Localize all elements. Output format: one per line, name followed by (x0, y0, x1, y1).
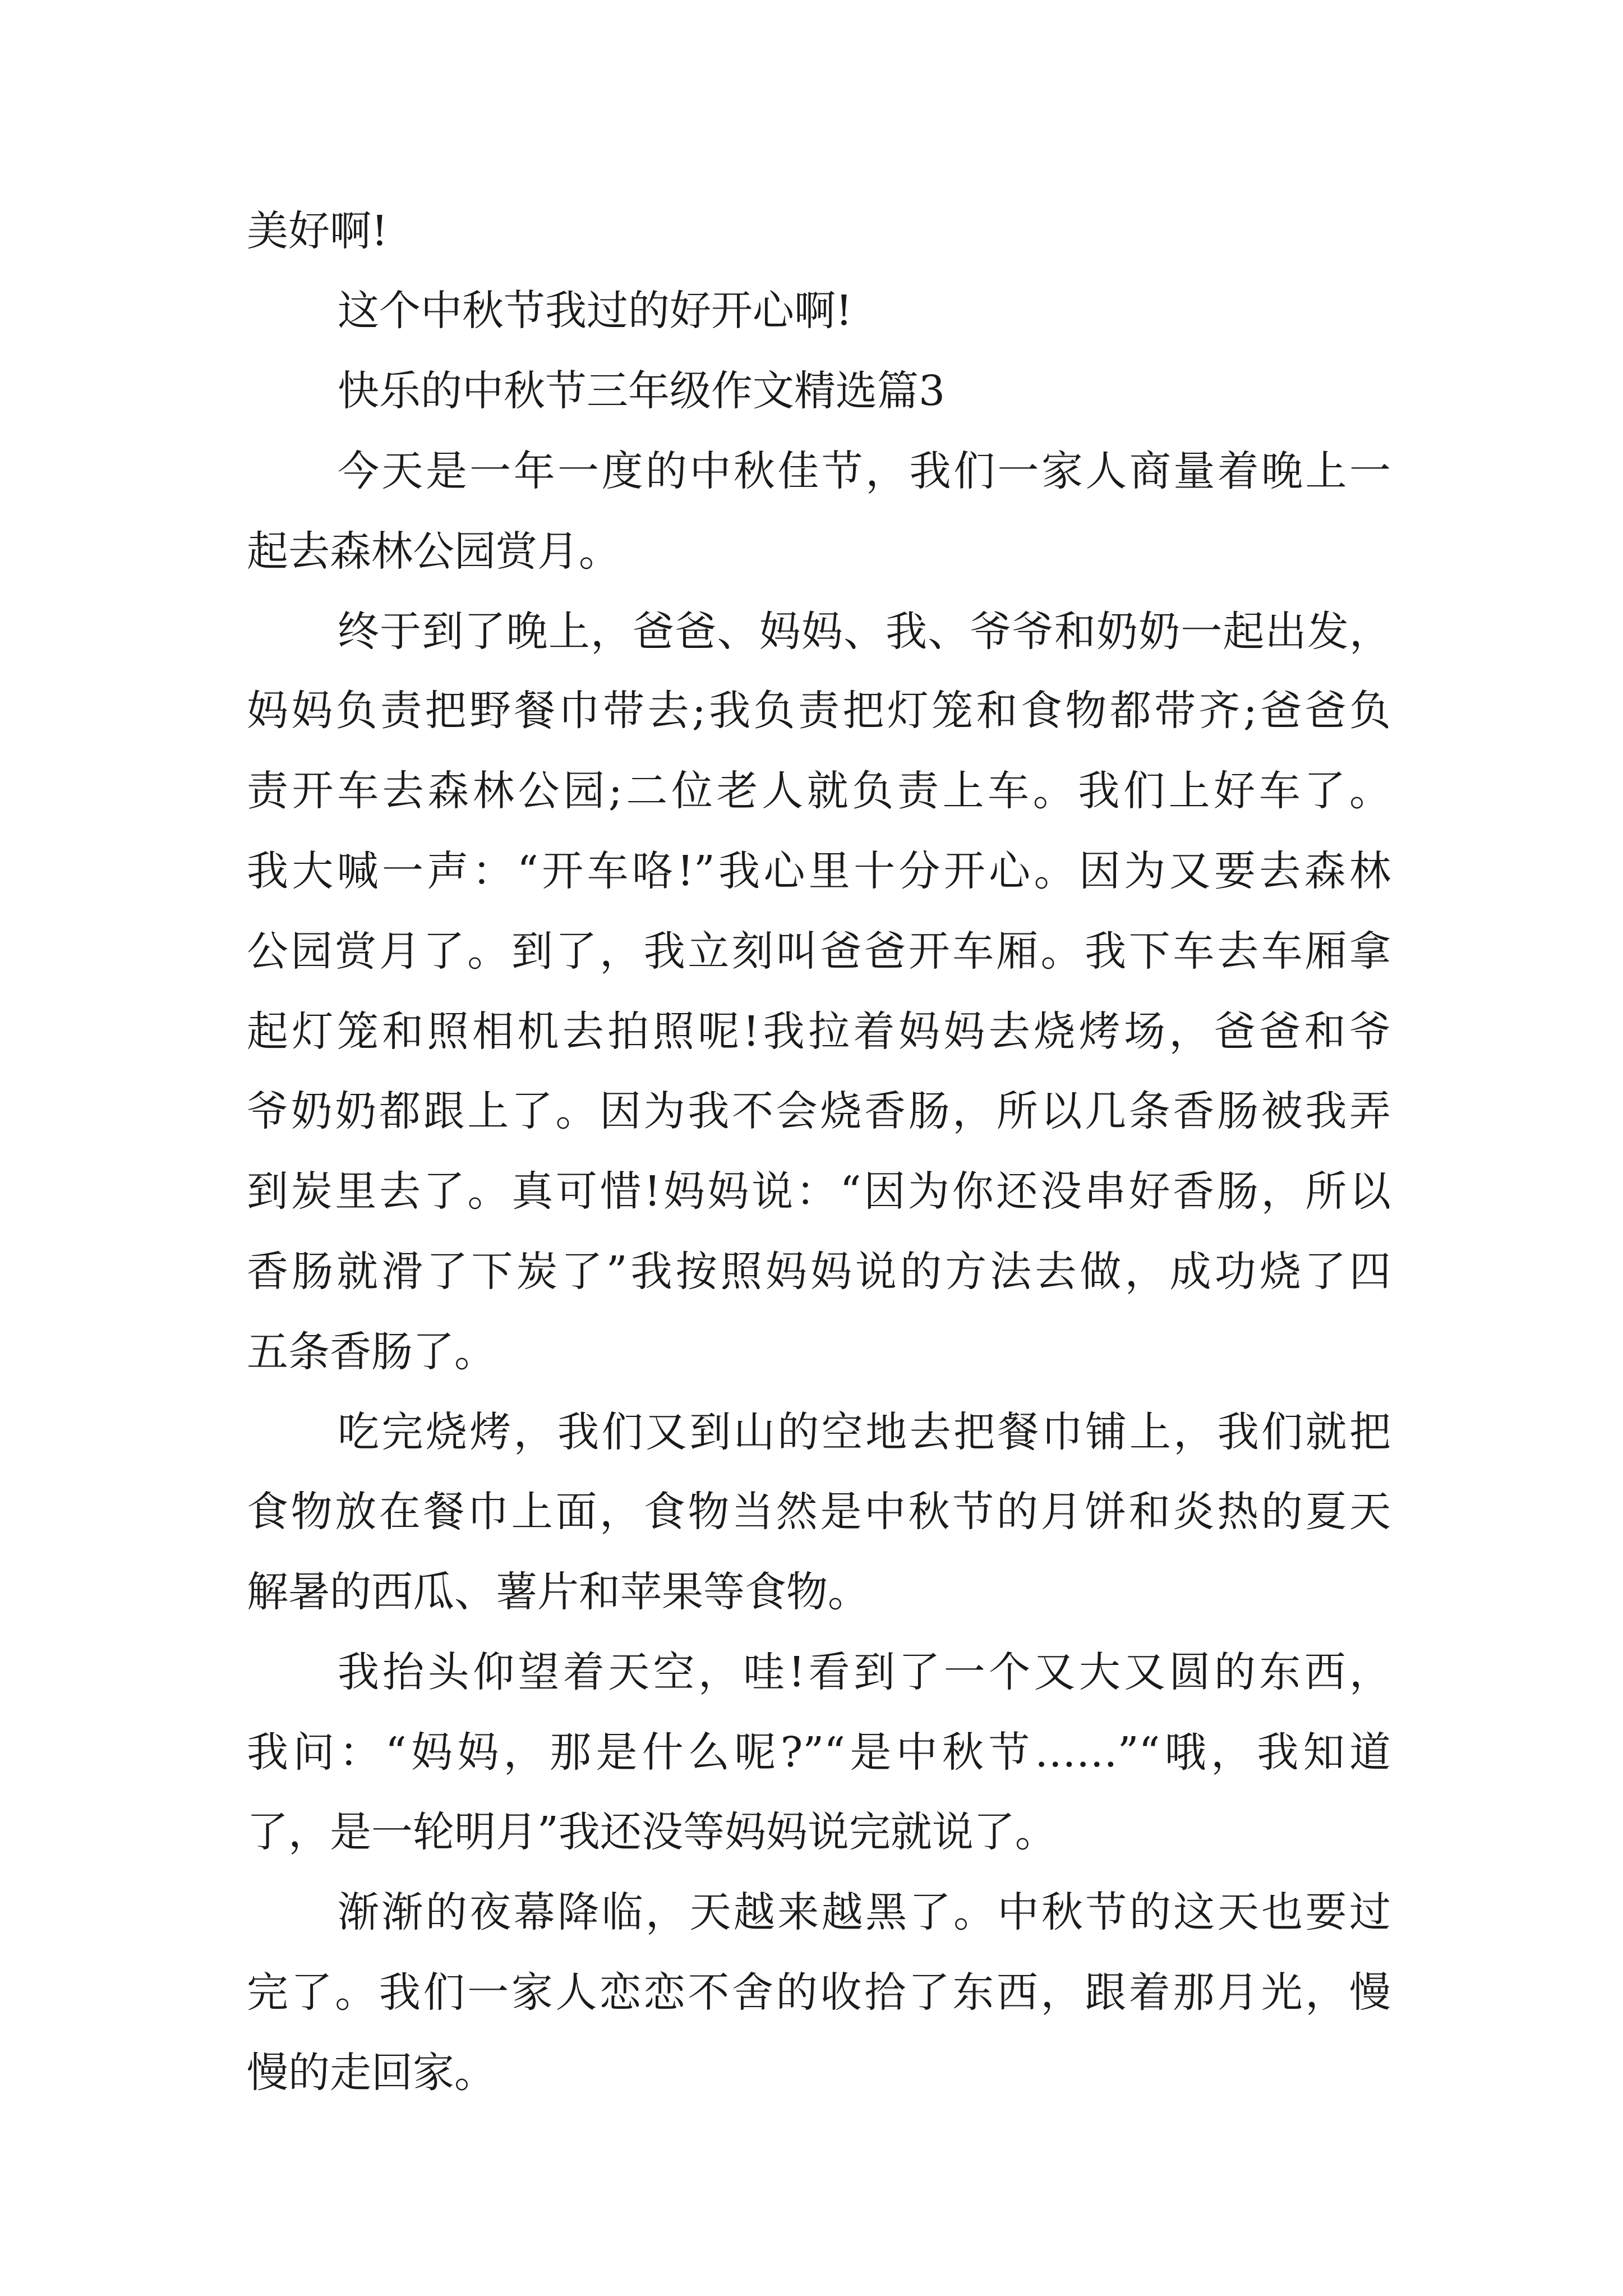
text-line: 今天是一年一度的中秋佳节，我们一家人商量着晚上一 (338, 447, 1391, 495)
text-line: 起去森林公园赏月。 (247, 527, 620, 576)
text-line: 公园赏月了。到了，我立刻叫爸爸开车厢。我下车去车厢拿 (247, 927, 1391, 976)
text-line: 慢的走回家。 (247, 2049, 496, 2097)
text-line: 到炭里去了。真可惜!妈妈说：“因为你还没串好香肠，所以 (247, 1167, 1391, 1216)
text-line: 吃完烧烤，我们又到山的空地去把餐巾铺上，我们就把 (338, 1408, 1391, 1456)
text-line: 这个中秋节我过的好开心啊! (338, 287, 852, 335)
text-line: 妈妈负责把野餐巾带去;我负责把灯笼和食物都带齐;爸爸负 (247, 687, 1391, 735)
text-line: 美好啊! (247, 207, 388, 255)
text-line: 五条香肠了。 (247, 1328, 496, 1376)
text-line: 完了。我们一家人恋恋不舍的收拾了东西，跟着那月光，慢 (247, 1968, 1391, 2017)
text-line: 责开车去森林公园;二位老人就负责上车。我们上好车了。 (247, 767, 1391, 815)
section-heading: 快乐的中秋节三年级作文精选篇3 (338, 367, 946, 415)
text-line: 食物放在餐巾上面，食物当然是中秋节的月饼和炎热的夏天 (247, 1488, 1391, 1536)
text-line: 我问：“妈妈，那是什么呢?”“是中秋节……”“哦，我知道 (247, 1728, 1391, 1777)
text-line: 香肠就滑了下炭了”我按照妈妈说的方法去做，成功烧了四 (247, 1248, 1391, 1296)
text-line: 我抬头仰望着天空，哇!看到了一个又大又圆的东西， (338, 1648, 1391, 1696)
text-line: 爷奶奶都跟上了。因为我不会烧香肠，所以几条香肠被我弄 (247, 1087, 1391, 1135)
text-line: 起灯笼和照相机去拍照呢!我拉着妈妈去烧烤场，爸爸和爷 (247, 1007, 1391, 1056)
text-line: 解暑的西瓜、薯片和苹果等食物。 (247, 1568, 869, 1616)
text-line: 我大喊一声：“开车咯!”我心里十分开心。因为又要去森林 (247, 847, 1391, 895)
text-line: 了，是一轮明月”我还没等妈妈说完就说了。 (247, 1808, 1057, 1856)
text-line: 渐渐的夜幕降临，天越来越黑了。中秋节的这天也要过 (338, 1888, 1391, 1936)
text-line: 终于到了晚上，爸爸、妈妈、我、爷爷和奶奶一起出发， (338, 608, 1391, 656)
